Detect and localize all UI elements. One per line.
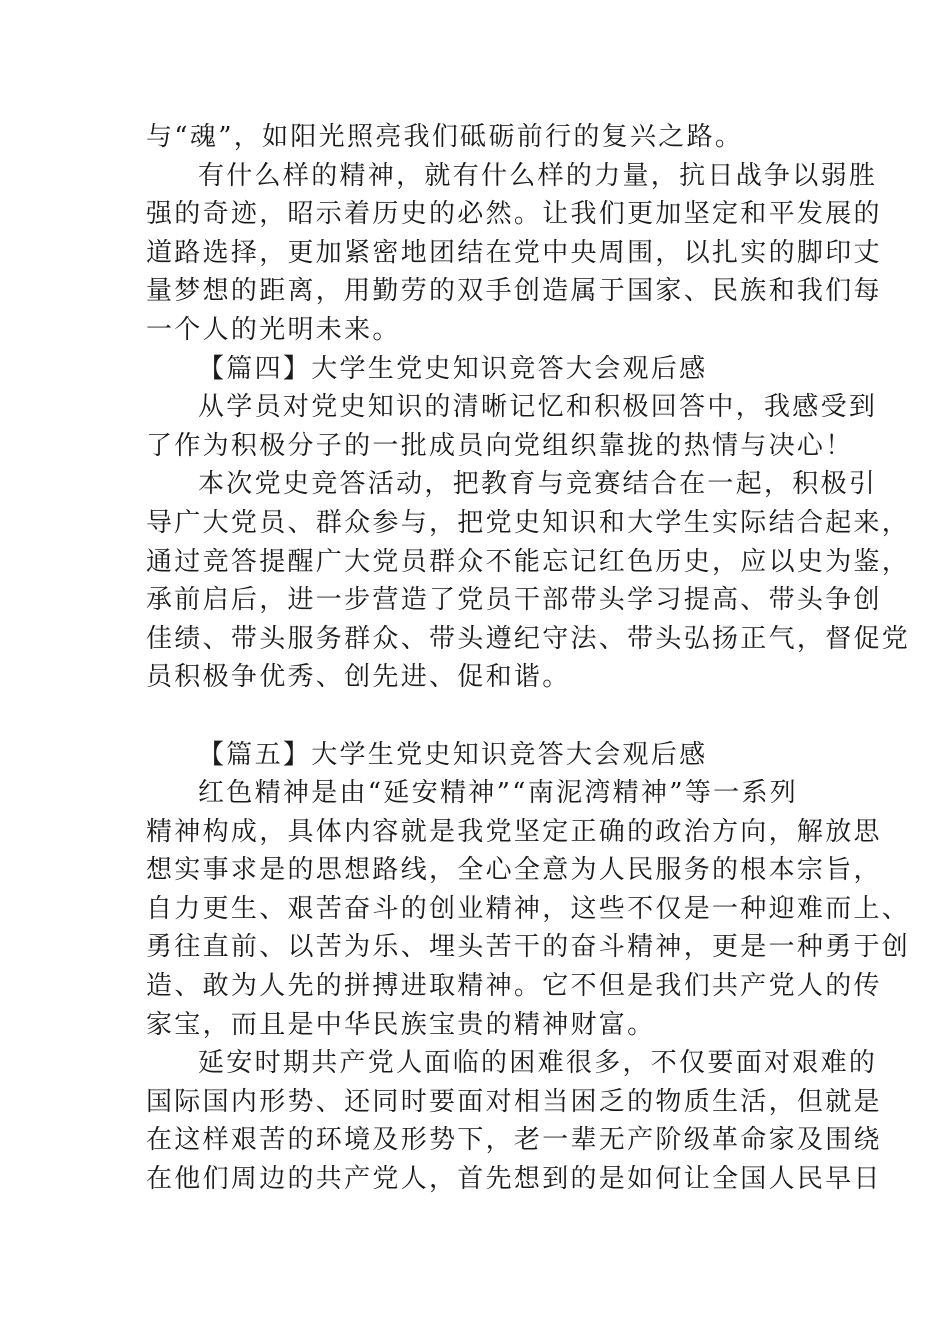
blank-line — [146, 697, 810, 736]
text-line: 员积极争优秀、创先进、促和谐。 — [146, 662, 571, 693]
text-line: 本次党史竞答活动，把教育与竞赛结合在一起，积极引 — [198, 469, 878, 500]
text-line: 与“魂”，如阳光照亮我们砥砺前行的复兴之路。 — [146, 122, 744, 152]
text-line: 导广大党员、群众参与，把党史知识和大学生实际结合起来， — [146, 507, 911, 538]
text-line: 延安时期共产党人面临的困难很多，不仅要面对艰难的 — [198, 1048, 878, 1079]
text-line: 想实事求是的思想路线，全心全意为人民服务的根本宗旨， — [146, 855, 882, 886]
text-line: 通过竞答提醒广大党员群众不能忘记红色历史，应以史为鉴， — [146, 546, 911, 577]
text-line: 国际国内形势、还同时要面对相当困乏的物质生活，但就是 — [146, 1086, 882, 1117]
text-line: 在他们周边的共产党人，首先想到的是如何让全国人民早日 — [146, 1164, 882, 1195]
section-heading: 【篇五】大学生党史知识竞答大会观后感 — [198, 739, 708, 770]
text-line: 了作为积极分子的一批成员向党组织靠拢的热情与决心！ — [146, 430, 854, 461]
text-line: 一个人的光明未来。 — [146, 314, 401, 345]
text-line: 量梦想的距离，用勤劳的双手创造属于国家、民族和我们每 — [146, 276, 882, 307]
section-heading: 【篇四】大学生党史知识竞答大会观后感 — [198, 353, 708, 384]
text-line: 精神构成，具体内容就是我党坚定正确的政治方向，解放思 — [146, 816, 882, 847]
text-line: 道路选择，更加紧密地团结在党中央周围，以扎实的脚印丈 — [146, 237, 882, 268]
text-line: 红色精神是由“延安精神”“南泥湾精神”等一系列 — [198, 778, 799, 809]
document-page — [146, 118, 911, 1199]
text-line: 承前启后，进一步营造了党员干部带头学习提高、带头争创 — [146, 585, 882, 616]
text-line: 在这样艰苦的环境及形势下，老一辈无产阶级革命家及围绕 — [146, 1125, 882, 1156]
text-line: 佳绩、带头服务群众、带头遵纪守法、带头弘扬正气，督促党 — [146, 623, 911, 654]
text-line: 造、敢为人先的拼搏进取精神。它不但是我们共产党人的传 — [146, 971, 882, 1002]
text-line: 家宝，而且是中华民族宝贵的精神财富。 — [146, 1009, 656, 1040]
text-line: 有什么样的精神，就有什么样的力量，抗日战争以弱胜 — [198, 160, 878, 191]
text-line: 勇往直前、以苦为乐、埋头苦干的奋斗精神，更是一种勇于创 — [146, 932, 911, 963]
text-line: 强的奇迹，昭示着历史的必然。让我们更加坚定和平发展的 — [146, 199, 882, 230]
text-line: 从学员对党史知识的清晰记忆和积极回答中，我感受到 — [198, 392, 878, 423]
text-line: 自力更生、艰苦奋斗的创业精神，这些不仅是一种迎难而上、 — [146, 893, 911, 924]
